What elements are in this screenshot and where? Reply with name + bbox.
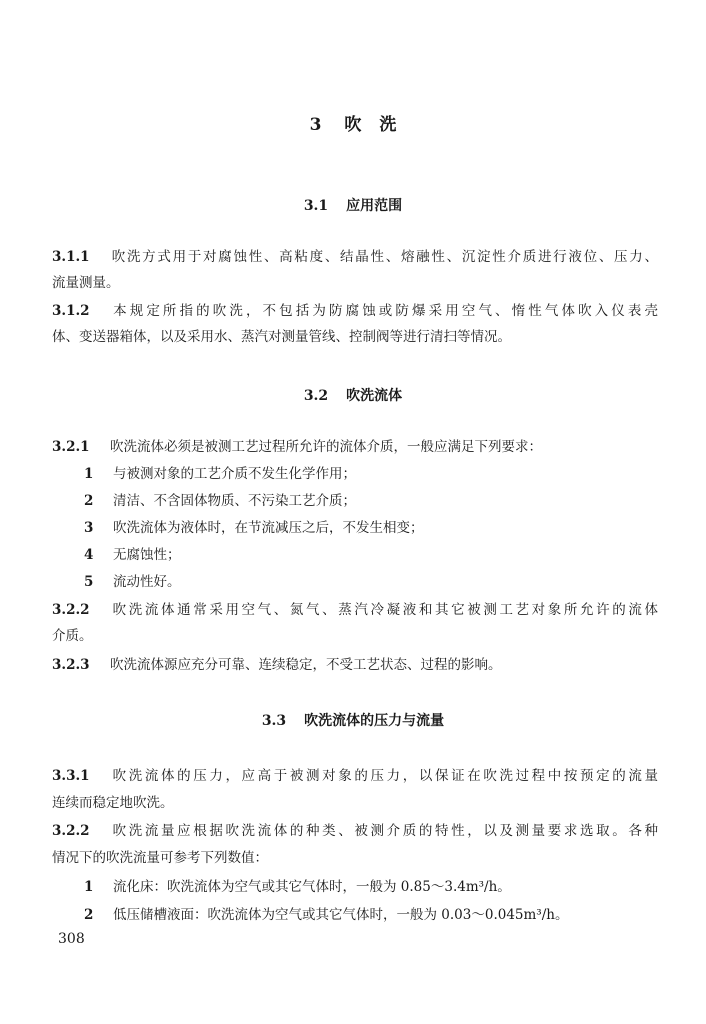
item-number: 2: [84, 493, 94, 509]
clause-3-2-2-line-1: [52, 600, 658, 620]
clause-number: 3.1.2: [52, 303, 90, 319]
clause-3-1-2-line-2: [52, 327, 658, 347]
chapter-title: [0, 110, 706, 135]
list-item: [84, 464, 658, 484]
section-title-text: 应用范围: [346, 198, 403, 214]
clause-text: 体、变送器箱体，以及采用水、蒸汽对测量管线、控制阀等进行清扫等情况。: [52, 329, 511, 345]
clause-number: 3.2.1: [52, 439, 90, 455]
item-number: 1: [84, 466, 94, 482]
item-text: 流化床：吹洗流体为空气或其它气体时，一般为 0.85～3.4m³/h。: [113, 879, 511, 895]
clause-3-2-2b-line-1: [52, 821, 658, 841]
section-number: 3.2: [303, 388, 329, 404]
clause-text: 情况下的吹洗流量可参考下列数值：: [52, 850, 268, 866]
list-item: [84, 877, 658, 897]
clause-text: 吹洗流体源应充分可靠、连续稳定，不受工艺状态、过程的影响。: [110, 657, 502, 673]
list-item: [84, 905, 658, 925]
item-number: 4: [84, 547, 94, 563]
list-item: [84, 545, 658, 565]
chapter-number: 3: [309, 115, 323, 135]
item-text: 清洁、不含固体物质、不污染工艺介质；: [113, 493, 356, 509]
clause-3-2-2-line-2: [52, 626, 658, 646]
section-title-3-2: [0, 385, 706, 405]
clause-number: 3.2.2: [52, 823, 90, 839]
item-number: 2: [84, 907, 94, 923]
section-title-text: 吹洗流体的压力与流量: [304, 713, 445, 729]
clause-3-3-1-line-1: [52, 766, 658, 786]
clause-3-2-2b-line-2: [52, 848, 658, 868]
item-text: 无腐蚀性；: [113, 547, 181, 563]
clause-text: 介质。: [52, 628, 93, 644]
section-number: 3.3: [261, 713, 287, 729]
clause-number: 3.2.2: [52, 602, 90, 618]
clause-3-2-3: [52, 655, 658, 675]
page-number: 308: [58, 931, 85, 947]
clause-text: 流量测量。: [52, 275, 120, 291]
list-item: [84, 491, 658, 511]
clause-3-1-2-line-1: [52, 301, 658, 321]
clause-3-3-1-line-2: [52, 793, 658, 813]
clause-text: 吹洗流量应根据吹洗流体的种类、被测介质的特性，以及测量要求选取。各种: [110, 823, 658, 839]
clause-text: 连续而稳定地吹洗。: [52, 795, 174, 811]
item-text: 与被测对象的工艺介质不发生化学作用；: [113, 466, 356, 482]
item-text: 流动性好。: [113, 574, 181, 590]
section-number: 3.1: [303, 198, 329, 214]
clause-text: 吹洗流体必须是被测工艺过程所允许的流体介质，一般应满足下列要求：: [110, 439, 542, 455]
item-number: 5: [84, 574, 94, 590]
clause-3-2-1: [52, 437, 658, 457]
clause-number: 3.1.1: [52, 249, 90, 265]
clause-number: 3.3.1: [52, 768, 90, 784]
chapter-title-text: 吹洗: [344, 115, 415, 135]
section-title-3-3: [0, 710, 706, 730]
item-number: 3: [84, 520, 94, 536]
clause-number: 3.2.3: [52, 657, 90, 673]
item-text: 低压储槽液面：吹洗流体为空气或其它气体时，一般为 0.03～0.045m³/h。: [113, 907, 569, 923]
item-text: 吹洗流体为液体时，在节流减压之后，不发生相变；: [113, 520, 424, 536]
clause-3-1-1-line-1: [52, 247, 658, 267]
item-number: 1: [84, 879, 94, 895]
clause-text: 吹洗流体的压力，应高于被测对象的压力，以保证在吹洗过程中按预定的流量: [110, 768, 658, 784]
clause-text: 吹洗流体通常采用空气、氮气、蒸汽冷凝液和其它被测工艺对象所允许的流体: [110, 602, 658, 618]
list-item: [84, 572, 658, 592]
section-title-text: 吹洗流体: [346, 388, 403, 404]
clause-text: 本规定所指的吹洗，不包括为防腐蚀或防爆采用空气、惰性气体吹入仪表壳: [110, 303, 658, 319]
clause-3-1-1-line-2: [52, 273, 658, 293]
clause-text: 吹洗方式用于对腐蚀性、高粘度、结晶性、熔融性、沉淀性介质进行液位、压力、: [110, 249, 658, 265]
section-title-3-1: [0, 195, 706, 215]
list-item: [84, 518, 658, 538]
